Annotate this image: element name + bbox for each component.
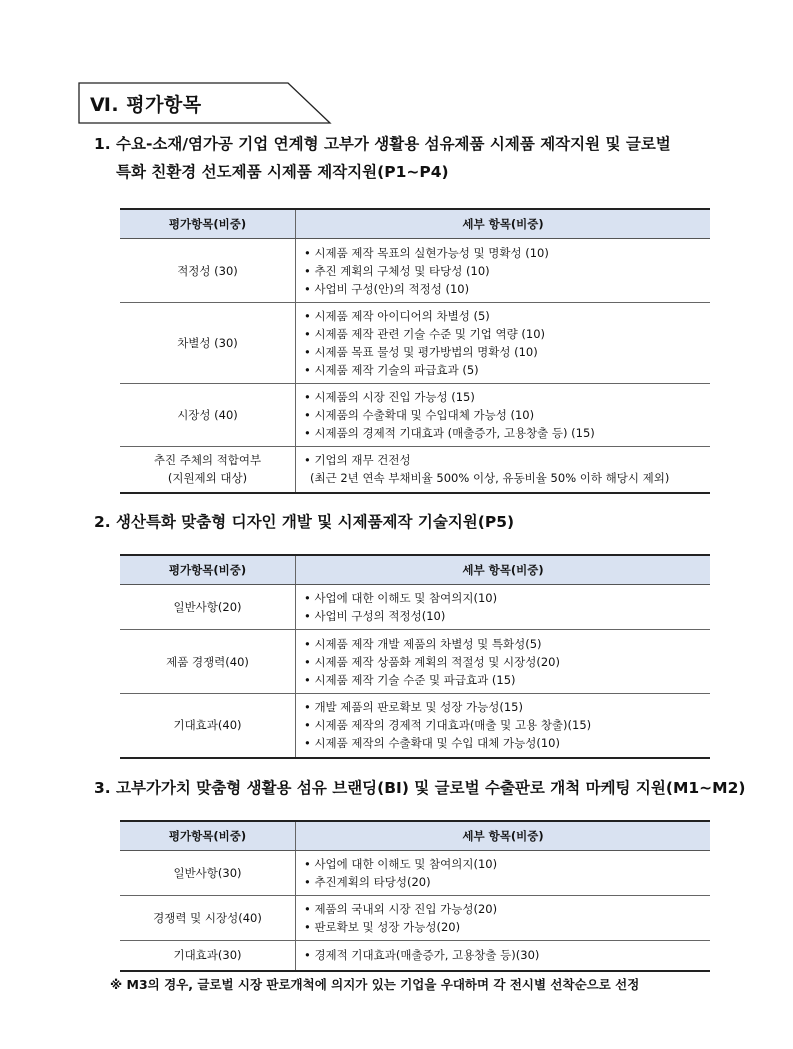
heading-2 xyxy=(94,508,514,536)
category-label: 추진 주체의 적합여부 xyxy=(153,453,262,468)
evaluation-table-2 xyxy=(120,554,710,759)
detail-item: • 시제품 제작의 수출확대 및 수입 대체 가능성(10) xyxy=(304,736,560,751)
details-cell xyxy=(296,851,711,896)
details-cell xyxy=(296,239,711,303)
table-row xyxy=(120,303,710,384)
detail-item: • 시제품 제작 개발 제품의 차별성 및 특화성(5) xyxy=(304,636,542,651)
detail-item: • 사업에 대한 이해도 및 참여의지(10) xyxy=(304,591,498,605)
table-row xyxy=(120,694,710,758)
category-cell xyxy=(120,896,296,941)
table-header-row xyxy=(120,555,710,585)
details-cell xyxy=(296,303,711,384)
section-title: Ⅵ. 평가항목 xyxy=(90,94,202,116)
header-details: 세부 항목(비중) xyxy=(296,555,711,585)
detail-item: • 사업비 구성(안)의 적정성 (10) xyxy=(304,281,470,296)
detail-item: • 경제적 기대효과(매출증가, 고용창출 등)(30) xyxy=(304,948,540,963)
detail-item: • 판로확보 및 성장 가능성(20) xyxy=(304,920,461,934)
evaluation-table-3 xyxy=(120,820,710,972)
detail-item: • 추진계획의 타당성(20) xyxy=(304,875,431,889)
category-cell xyxy=(120,585,296,630)
details-cell xyxy=(296,630,711,694)
header-details: 세부 항목(비중) xyxy=(296,209,711,239)
heading-1-line2: 특화 친환경 선도제품 시제품 제작지원(P1~P4) xyxy=(116,163,449,181)
category-label: 기대효과(40) xyxy=(173,718,242,733)
table-header-row xyxy=(120,821,710,851)
category-label: 제품 경쟁력(40) xyxy=(166,654,249,669)
table-row xyxy=(120,941,710,971)
header-category: 평가항목(비중) xyxy=(120,209,296,239)
table-3-body xyxy=(120,851,710,971)
details-cell xyxy=(296,447,711,493)
detail-item: • 시제품 제작 관련 기술 수준 및 기업 역량 (10) xyxy=(304,327,546,341)
heading-1-line1: 수요-소재/염가공 기업 연계형 고부가 생활용 섬유제품 시제품 제작지원 및 글로벌 xyxy=(116,135,671,153)
detail-item: • 시제품 제작 아이디어의 차별성 (5) xyxy=(304,309,490,323)
category-label: (지원제외 대상) xyxy=(167,471,248,486)
details-cell xyxy=(296,941,711,971)
category-label: 기대효과(30) xyxy=(173,948,242,963)
category-label: 경쟁력 및 시장성(40) xyxy=(153,911,262,925)
category-cell xyxy=(120,239,296,303)
details-cell xyxy=(296,384,711,447)
detail-item: • 사업비 구성의 적정성(10) xyxy=(304,609,446,623)
heading-2-line1: 생산특화 맞춤형 디자인 개발 및 시제품제작 기술지원(P5) xyxy=(116,513,515,531)
category-cell xyxy=(120,630,296,694)
detail-item: • 시제품의 경제적 기대효과 (매출증가, 고용창출 등) (15) xyxy=(304,426,595,440)
detail-item: • 개발 제품의 판로확보 및 성장 가능성(15) xyxy=(304,700,523,715)
heading-3-number: 3. xyxy=(94,779,111,797)
header-category: 평가항목(비중) xyxy=(120,821,296,851)
detail-item: • 시제품 목표 물성 및 평가방법의 명확성 (10) xyxy=(304,345,538,359)
category-cell xyxy=(120,941,296,971)
detail-item: • 시제품 제작의 경제적 기대효과(매출 및 고용 창출)(15) xyxy=(304,718,592,733)
heading-1-number: 1. xyxy=(94,135,111,153)
footnote: ※ M3의 경우, 글로벌 시장 판로개척에 의지가 있는 기업을 우대하며 각 전시별 선착순으로 선정 xyxy=(110,977,640,992)
table-1-body xyxy=(120,239,710,493)
table-row xyxy=(120,896,710,941)
detail-item: • 추진 계획의 구체성 및 타당성 (10) xyxy=(304,263,490,278)
heading-3 xyxy=(94,774,745,802)
table-row xyxy=(120,384,710,447)
header-details: 세부 항목(비중) xyxy=(296,821,711,851)
detail-item: • 시제품 제작 목표의 실현가능성 및 명확성 (10) xyxy=(304,245,549,260)
category-cell xyxy=(120,851,296,896)
detail-item: (최근 2년 연속 부채비율 500% 이상, 유동비율 50% 이하 해당시 제외) xyxy=(310,471,670,486)
header-category: 평가항목(비중) xyxy=(120,555,296,585)
table-2-body xyxy=(120,585,710,758)
category-cell xyxy=(120,384,296,447)
category-label: 적정성 (30) xyxy=(177,263,238,278)
table-row xyxy=(120,239,710,303)
category-label: 일반사항(30) xyxy=(173,866,242,880)
detail-item: • 기업의 재무 건전성 xyxy=(304,453,411,468)
detail-item: • 사업에 대한 이해도 및 참여의지(10) xyxy=(304,857,498,871)
table-row xyxy=(120,851,710,896)
detail-item: • 시제품 제작 기술 수준 및 파급효과 (15) xyxy=(304,672,516,687)
detail-item: • 제품의 국내외 시장 진입 가능성(20) xyxy=(304,902,498,916)
table-header-row xyxy=(120,209,710,239)
table-row xyxy=(120,585,710,630)
detail-item: • 시제품 제작 상품화 계획의 적절성 및 시장성(20) xyxy=(304,654,560,669)
details-cell xyxy=(296,694,711,758)
details-cell xyxy=(296,585,711,630)
detail-item: • 시제품의 수출확대 및 수입대체 가능성 (10) xyxy=(304,408,535,422)
section-header xyxy=(78,82,332,124)
category-cell xyxy=(120,694,296,758)
category-cell xyxy=(120,447,296,493)
table-row xyxy=(120,447,710,493)
category-cell xyxy=(120,303,296,384)
heading-3-line1: 고부가가치 맞춤형 생활용 섬유 브랜딩(BI) 및 글로벌 수출판로 개척 마케팅 지원(M1~M2) xyxy=(116,779,746,797)
detail-item: • 시제품 제작 기술의 파급효과 (5) xyxy=(304,363,479,377)
evaluation-table-1 xyxy=(120,208,710,494)
detail-item: • 시제품의 시장 진입 가능성 (15) xyxy=(304,390,475,404)
heading-1 xyxy=(94,130,671,186)
category-label: 차별성 (30) xyxy=(177,336,238,350)
table-row xyxy=(120,630,710,694)
category-label: 시장성 (40) xyxy=(177,408,238,422)
heading-2-number: 2. xyxy=(94,513,111,531)
category-label: 일반사항(20) xyxy=(173,600,242,614)
details-cell xyxy=(296,896,711,941)
